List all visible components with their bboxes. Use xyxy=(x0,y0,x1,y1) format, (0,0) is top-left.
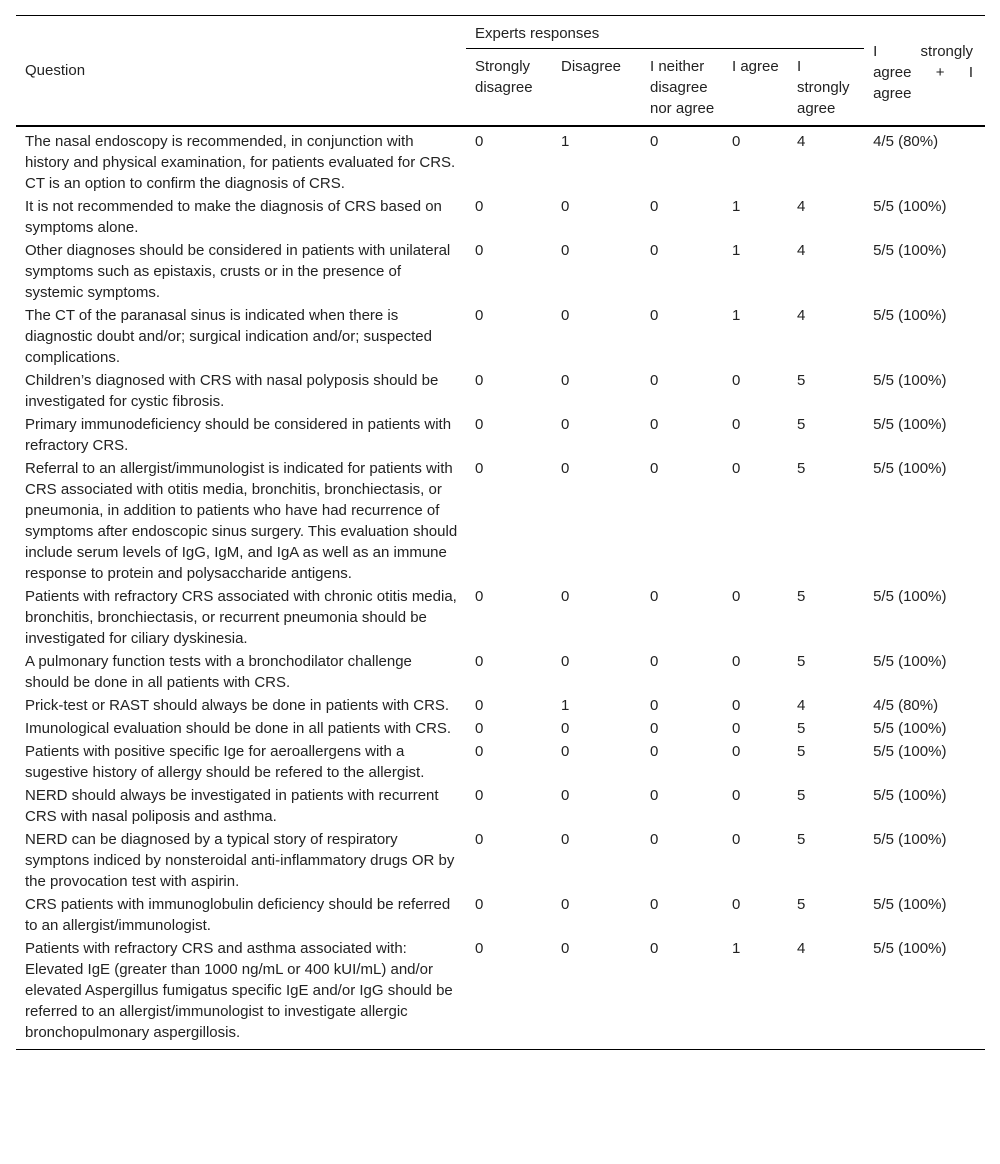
strongly-agree-cell: 4 xyxy=(788,126,864,195)
agree-cell: 1 xyxy=(723,937,788,1050)
neither-cell: 0 xyxy=(650,743,659,760)
agree-cell: 0 xyxy=(732,787,741,804)
combined-agree-cell: 5/5 (100%) xyxy=(873,416,947,433)
disagree-cell: 0 xyxy=(561,198,570,215)
disagree-cell: 0 xyxy=(561,787,570,804)
combined-agree-cell: 5/5 (100%) xyxy=(873,242,947,259)
neither-cell: 0 xyxy=(650,416,659,433)
strongly-agree-cell: 5 xyxy=(797,896,806,913)
neither-cell: 0 xyxy=(650,896,659,913)
combined-agree-cell: 5/5 (100%) xyxy=(873,787,947,804)
strongly-disagree-cell: 0 xyxy=(466,937,552,1050)
neither-cell: 0 xyxy=(650,787,659,804)
agree-cell: 0 xyxy=(732,460,741,477)
disagree-cell: 0 xyxy=(561,242,570,259)
table-body xyxy=(16,126,985,1050)
disagree-cell: 0 xyxy=(561,416,570,433)
strongly-agree-cell: 5 xyxy=(797,460,806,477)
agree-cell: 0 xyxy=(732,697,741,714)
question-cell: Prick-test or RAST should always be done in patients with CRS. xyxy=(25,697,450,714)
agree-cell: 1 xyxy=(732,198,741,215)
agree-cell: 0 xyxy=(732,588,741,605)
agree-cell: 0 xyxy=(732,831,741,848)
strongly-disagree-cell: 0 xyxy=(475,831,484,848)
agree-cell: 0 xyxy=(732,743,741,760)
neither-cell: 0 xyxy=(650,588,659,605)
neither-cell: 0 xyxy=(650,372,659,389)
strongly-disagree-cell: 0 xyxy=(466,126,552,195)
strongly-disagree-cell: 0 xyxy=(475,307,484,324)
strongly-agree-cell: 4 xyxy=(797,198,806,215)
neither-cell: 0 xyxy=(650,831,659,848)
combined-agree-label: I strongly agree + I agree xyxy=(873,42,974,102)
neither-cell: 0 xyxy=(650,653,659,670)
table-row xyxy=(16,893,985,937)
disagree-cell: 0 xyxy=(561,460,570,477)
strongly-agree-cell: 5 xyxy=(797,743,806,760)
disagree-cell: 0 xyxy=(561,743,570,760)
question-cell: A pulmonary function tests with a bronchodilator challenge should be done in all patients with CRS. xyxy=(25,653,412,691)
disagree-cell: 0 xyxy=(561,307,570,324)
experts-responses-header: Experts responses xyxy=(466,16,864,49)
question-cell: CRS patients with immunoglobulin deficiency should be referred to an allergist/immunologist. xyxy=(25,896,451,934)
agree-cell: 0 xyxy=(732,653,741,670)
disagree-cell: 0 xyxy=(561,653,570,670)
neither-cell: 0 xyxy=(650,720,659,737)
agree-cell: 0 xyxy=(732,416,741,433)
table-row xyxy=(16,126,985,195)
agree-cell: 1 xyxy=(732,307,741,324)
combined-agree-header xyxy=(864,16,985,127)
question-cell: It is not recommended to make the diagnosis of CRS based on symptoms alone. xyxy=(25,198,442,236)
strongly-disagree-cell: 0 xyxy=(475,653,484,670)
strongly-disagree-cell: 0 xyxy=(475,588,484,605)
agree-cell: 0 xyxy=(732,720,741,737)
table-row xyxy=(16,195,985,239)
table-row xyxy=(16,457,985,585)
table-row xyxy=(16,369,985,413)
combined-agree-cell: 5/5 (100%) xyxy=(873,653,947,670)
combined-agree-cell: 5/5 (100%) xyxy=(873,198,947,215)
expert-responses-table xyxy=(16,15,985,1050)
combined-agree-cell: 4/5 (80%) xyxy=(864,126,985,195)
table-row xyxy=(16,828,985,893)
table-row xyxy=(16,717,985,740)
disagree-cell: 0 xyxy=(561,588,570,605)
combined-agree-cell: 5/5 (100%) xyxy=(873,743,947,760)
table-row xyxy=(16,784,985,828)
combined-agree-cell: 5/5 (100%) xyxy=(864,937,985,1050)
question-cell: Referral to an allergist/immunologist is indicated for patients with CRS associated with otitis media, bronchitis, bronchiectasis, or pneumonia, in addition to patients who have had recurrence of symptoms after endoscopic sinus surgery. This evaluation should include serum levels of IgG, IgM, and IgA as well as an immune response to protein and polysaccharide antigens. xyxy=(25,460,458,582)
agree-cell: 0 xyxy=(723,126,788,195)
question-header: Question xyxy=(16,16,466,127)
disagree-cell: 0 xyxy=(561,896,570,913)
strongly-disagree-cell: 0 xyxy=(475,242,484,259)
combined-agree-cell: 5/5 (100%) xyxy=(873,588,947,605)
neither-cell: 0 xyxy=(650,460,659,477)
combined-agree-cell: 4/5 (80%) xyxy=(873,697,939,714)
neither-cell: 0 xyxy=(641,937,723,1050)
strongly-disagree-cell: 0 xyxy=(475,198,484,215)
table-row xyxy=(16,413,985,457)
table-row xyxy=(16,937,985,1050)
strongly-agree-cell: 5 xyxy=(797,720,806,737)
neither-cell: 0 xyxy=(650,307,659,324)
table-row xyxy=(16,304,985,369)
col-strongly-agree: I strongly agree xyxy=(788,49,864,127)
disagree-cell: 0 xyxy=(561,831,570,848)
table-row xyxy=(16,585,985,650)
strongly-agree-cell: 5 xyxy=(797,416,806,433)
question-cell: NERD should always be investigated in patients with recurrent CRS with nasal poliposis and asthma. xyxy=(25,787,439,825)
agree-cell: 1 xyxy=(732,242,741,259)
question-cell: The nasal endoscopy is recommended, in conjunction with history and physical examination, for patients evaluated for CRS. CT is an option to confirm the diagnosis of CRS. xyxy=(16,126,466,195)
question-cell: Patients with refractory CRS associated with chronic otitis media, bronchitis, bronchiectasis, or recurrent pneumonia should be investigated for ciliary dyskinesia. xyxy=(25,588,457,647)
col-disagree: Disagree xyxy=(552,49,641,127)
disagree-cell: 1 xyxy=(561,697,570,714)
header-row-1 xyxy=(16,16,985,49)
strongly-agree-cell: 4 xyxy=(788,937,864,1050)
combined-agree-cell: 5/5 (100%) xyxy=(873,896,947,913)
strongly-agree-cell: 4 xyxy=(797,242,806,259)
strongly-agree-cell: 5 xyxy=(797,588,806,605)
strongly-disagree-cell: 0 xyxy=(475,787,484,804)
col-neither: I neither disagree nor agree xyxy=(641,49,723,127)
question-cell: Imunological evaluation should be done in all patients with CRS. xyxy=(25,720,452,737)
strongly-disagree-cell: 0 xyxy=(475,372,484,389)
combined-agree-cell: 5/5 (100%) xyxy=(873,720,947,737)
disagree-cell: 0 xyxy=(561,720,570,737)
combined-agree-cell: 5/5 (100%) xyxy=(873,460,947,477)
strongly-disagree-cell: 0 xyxy=(475,416,484,433)
strongly-agree-cell: 4 xyxy=(797,307,806,324)
disagree-cell: 0 xyxy=(561,372,570,389)
strongly-disagree-cell: 0 xyxy=(475,697,484,714)
col-strongly-disagree: Strongly disagree xyxy=(466,49,552,127)
table-row xyxy=(16,650,985,694)
question-cell: Children’s diagnosed with CRS with nasal polyposis should be investigated for cystic fibrosis. xyxy=(25,372,439,410)
strongly-agree-cell: 5 xyxy=(797,372,806,389)
table-row xyxy=(16,740,985,784)
neither-cell: 0 xyxy=(650,198,659,215)
question-cell: Primary immunodeficiency should be considered in patients with refractory CRS. xyxy=(25,416,452,454)
combined-agree-cell: 5/5 (100%) xyxy=(873,307,947,324)
agree-cell: 0 xyxy=(732,372,741,389)
neither-cell: 0 xyxy=(641,126,723,195)
table-row xyxy=(16,239,985,304)
strongly-agree-cell: 5 xyxy=(797,831,806,848)
combined-agree-cell: 5/5 (100%) xyxy=(873,831,947,848)
strongly-disagree-cell: 0 xyxy=(475,896,484,913)
strongly-disagree-cell: 0 xyxy=(475,460,484,477)
col-agree: I agree xyxy=(723,49,788,127)
question-cell: Patients with refractory CRS and asthma associated with: Elevated IgE (greater than 1000 ng/mL or 400 kUI/mL) and/or elevated Aspergillus fumigatus specific IgE and/or IgG should be referred to an allergist/immunologist to investigate allergic bronchopulmonary aspergillosis. xyxy=(16,937,466,1050)
question-cell: Other diagnoses should be considered in patients with unilateral symptoms such as epistaxis, crusts or in the presence of systemic symptoms. xyxy=(25,242,451,301)
disagree-cell: 0 xyxy=(552,937,641,1050)
combined-agree-cell: 5/5 (100%) xyxy=(873,372,947,389)
question-cell: NERD can be diagnosed by a typical story of respiratory symptons indiced by nonsteroidal anti-inflammatory drugs OR by the provocation test with aspirin. xyxy=(25,831,455,890)
agree-cell: 0 xyxy=(732,896,741,913)
disagree-cell: 1 xyxy=(552,126,641,195)
strongly-disagree-cell: 0 xyxy=(475,720,484,737)
strongly-disagree-cell: 0 xyxy=(475,743,484,760)
neither-cell: 0 xyxy=(650,697,659,714)
question-cell: The CT of the paranasal sinus is indicated when there is diagnostic doubt and/or; surgical indication and/or; suspected complications. xyxy=(25,307,432,366)
question-cell: Patients with positive specific Ige for aeroallergens with a sugestive history of allergy should be refered to the allergist. xyxy=(25,743,425,781)
strongly-agree-cell: 5 xyxy=(797,787,806,804)
strongly-agree-cell: 5 xyxy=(797,653,806,670)
strongly-agree-cell: 4 xyxy=(797,697,806,714)
neither-cell: 0 xyxy=(650,242,659,259)
table-row xyxy=(16,694,985,717)
